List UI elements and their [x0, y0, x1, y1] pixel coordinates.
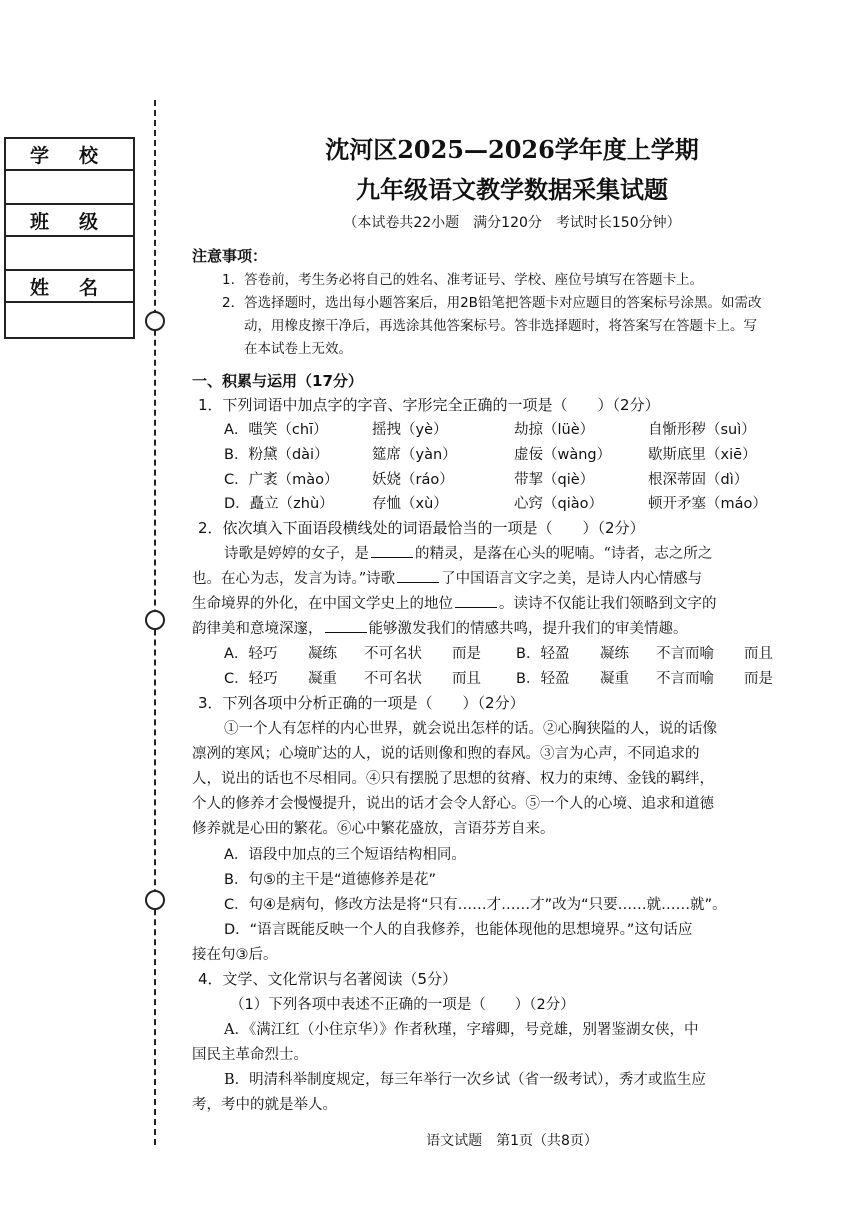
q2-passage-line — [224, 542, 712, 563]
option-word: B．轻盈 — [516, 671, 570, 687]
option-word: 存恤（xù） — [372, 496, 448, 512]
option-word: 根深蒂固（dì） — [648, 472, 749, 488]
q2-passage-line — [192, 567, 702, 588]
section-heading: 一、积累与运用（17分） — [192, 372, 363, 390]
passage-text: 。读诗不仅能让我们领略到文字的 — [499, 596, 717, 612]
option-word: 不言而喻 — [656, 671, 714, 687]
question-1-stem: 1．下列词语中加点字的字音、字形完全正确的一项是（ ）（2分） — [198, 396, 660, 414]
passage-text: 也。在心为志，发言为诗。”诗歌 — [192, 571, 396, 587]
option-word: 妖娆（ráo） — [372, 472, 454, 488]
option-word: B．轻盈 — [516, 646, 570, 662]
q3-option-d-cont: 接在句③后。 — [192, 947, 278, 963]
option-word: 筵席（yàn） — [372, 447, 457, 463]
option-word: A．轻巧 — [224, 646, 278, 662]
option-word: 凝练 — [600, 646, 629, 662]
q3-option-c[interactable]: C．句④是病句，修改方法是将“只有……才……才”改为“只要……就……就”。 — [224, 897, 727, 913]
option-word: 自惭形秽（suì） — [648, 422, 756, 438]
q3-option-a[interactable]: A．语段中加点的三个短语结构相同。 — [224, 847, 466, 863]
fill-blank[interactable] — [397, 582, 439, 583]
school-label: 学校 — [6, 139, 133, 171]
passage-text: 能够激发我们的情感共鸣，提升我们的审美情趣。 — [368, 621, 688, 637]
q4-option-a[interactable]: A．《满江红（小住京华）》作者秋瑾，字璿卿，号竞雄，别署鉴湖女侠，中 — [224, 1022, 699, 1038]
q3-passage-line: 个人的修养才会慢慢提升，说出的话才会令人舒心。⑤一个人的心境、追求和道德 — [192, 796, 714, 812]
option-word: C．轻巧 — [224, 671, 278, 687]
q3-option-b[interactable]: B．句⑤的主干是“道德修养是花” — [224, 872, 436, 888]
exam-title-line1: 沈河区2025—2026学年度上学期 — [325, 135, 699, 164]
name-field[interactable] — [6, 303, 133, 337]
option-word: 虚佞（wàng） — [514, 447, 612, 463]
school-field[interactable] — [6, 171, 133, 205]
q2-passage-line — [192, 592, 717, 613]
option-word: A．嗤笑（chī） — [224, 422, 328, 438]
class-label: 班级 — [6, 205, 133, 237]
question-3-stem: 3．下列各项中分析正确的一项是（ ）（2分） — [198, 694, 525, 712]
passage-text: 生命境界的外化，在中国文学史上的地位 — [192, 596, 453, 612]
option-word: 歇斯底里（xiē） — [648, 447, 757, 463]
fill-blank[interactable] — [455, 607, 497, 608]
passage-text: 韵律美和意境深邃， — [192, 621, 323, 637]
notes-heading: 注意事项： — [192, 247, 268, 265]
option-word: 摇拽（yè） — [372, 422, 448, 438]
option-word: 而是 — [744, 671, 773, 687]
name-label: 姓名 — [6, 271, 133, 303]
option-word: 带挈（qiè） — [514, 472, 595, 488]
q4-option-b[interactable]: B．明清科举制度规定，每三年举行一次乡试（省一级考试），秀才或监生应 — [224, 1072, 706, 1088]
student-info-box — [4, 137, 135, 339]
option-word: 心窍（qiào） — [514, 496, 603, 512]
option-word: 凝练 — [308, 646, 337, 662]
q3-passage-line: ①一个人有怎样的内心世界，就会说出怎样的话。②心胸狭隘的人，说的话像 — [224, 721, 717, 737]
option-word: 不可名状 — [364, 646, 422, 662]
passage-text: 了中国语言文字之美，是诗人内心情感与 — [441, 571, 703, 587]
option-word: 不可名状 — [364, 671, 422, 687]
binding-hole — [145, 311, 165, 331]
question-2-stem: 2．依次填入下面语段横线处的词语最恰当的一项是（ ）（2分） — [198, 519, 645, 537]
option-word: D．矗立（zhù） — [224, 496, 334, 512]
binding-hole — [145, 890, 165, 910]
option-word: B．粉黛（dài） — [224, 447, 329, 463]
option-word: 凝重 — [600, 671, 629, 687]
binding-hole — [145, 610, 165, 630]
q2-passage-line — [192, 617, 688, 638]
fill-blank[interactable] — [371, 557, 413, 558]
exam-title-line2: 九年级语文教学数据采集试题 — [356, 175, 668, 204]
class-field[interactable] — [6, 237, 133, 271]
option-word: 顿开矛塞（máo） — [648, 496, 767, 512]
option-word: C．广袤（mào） — [224, 472, 339, 488]
option-word: 而且 — [452, 671, 481, 687]
notes-item-2-cont: 动，用橡皮擦干净后，再选涂其他答案标号。答非选择题时，将答案写在答题卡上。写 — [244, 318, 757, 334]
option-word: 凝重 — [308, 671, 337, 687]
passage-text: 的精灵，是落在心头的呢喃。“诗者，志之所之 — [415, 546, 713, 562]
question-4-stem: 4．文学、文化常识与名著阅读（5分） — [198, 970, 458, 988]
notes-item-2: 2．答选择题时，选出每小题答案后，用2B铅笔把答题卡对应题目的答案标号涂黑。如需改 — [222, 295, 762, 311]
notes-item-2-cont: 在本试卷上无效。 — [244, 341, 352, 357]
q3-passage-line: 修养就是心田的繁花。⑥心中繁花盛放，言语芬芳自来。 — [192, 821, 555, 837]
page-footer: 语文试题 第1页（共8页） — [426, 1133, 598, 1149]
q4-option-b-cont: 考，考中的就是举人。 — [192, 1097, 337, 1113]
q4-option-a-cont: 国民主革命烈士。 — [192, 1047, 308, 1063]
notes-item-1: 1．答卷前，考生务必将自己的姓名、准考证号、学校、座位号填写在答题卡上。 — [222, 272, 704, 288]
option-word: 而是 — [452, 646, 481, 662]
q3-passage-line: 凛冽的寒风；心境旷达的人，说的话则像和煦的春风。③言为心声，不同追求的 — [192, 746, 700, 762]
passage-text: 诗歌是婷婷的女子，是 — [224, 546, 369, 562]
exam-subtitle: （本试卷共22小题 满分120分 考试时长150分钟） — [343, 215, 681, 231]
q3-passage-line: 人，说出的话也不尽相同。④只有摆脱了思想的贫瘠、权力的束缚、金钱的羁绊， — [192, 771, 714, 787]
option-word: 劫掠（lüè） — [514, 422, 595, 438]
option-word: 不言而喻 — [656, 646, 714, 662]
fill-blank[interactable] — [325, 632, 367, 633]
option-word: 而且 — [744, 646, 773, 662]
q3-option-d[interactable]: D．“语言既能反映一个人的自我修养，也能体现他的思想境界。”这句话应 — [224, 922, 693, 938]
question-4-sub1: （1）下列各项中表述不正确的一项是（ ）（2分） — [230, 997, 575, 1013]
